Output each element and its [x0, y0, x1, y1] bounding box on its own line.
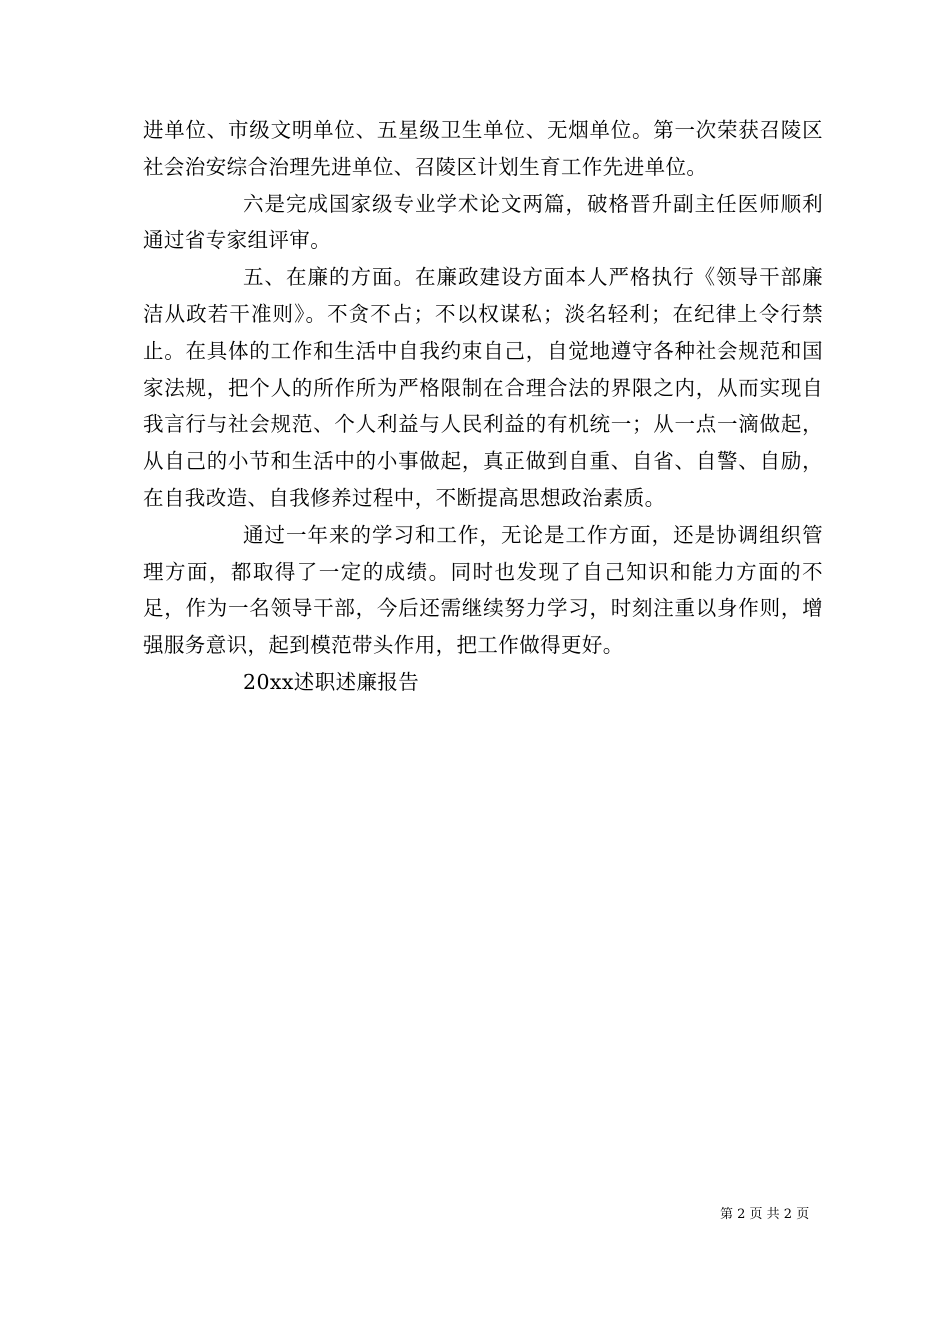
paragraph-integrity: 五、在廉的方面。在廉政建设方面本人严格执行《领导干部廉洁从政若干准则》。不贪不占；不以权谋私；淡名轻利；在纪律上令行禁止。在具体的工作和生活中自我约束自己，自觉地遵守各种社会规范和国家法规，把个人的所作所为严格限制在合理合法的界限之内，从而实现自我言行与社会规范、个人利益与人民利益的有机统一；从一点一滴做起，从自己的小节和生活中的小事做起，真正做到自重、自省、自警、自励，在自我改造、自我修养过程中，不断提高思想政治素质。 — [143, 265, 823, 510]
page-number-footer: 第 2 页 共 2 页 — [720, 1207, 810, 1222]
paragraph-conclusion: 通过一年来的学习和工作，无论是工作方面，还是协调组织管理方面，都取得了一定的成绩。同时也发现了自己知识和能力方面的不足，作为一名领导干部，今后还需继续努力学习，时刻注重以身作则，增强服务意识，起到模范带头作用，把工作做得更好。 — [143, 522, 823, 658]
closing-title: 20xx述职述廉报告 — [243, 669, 420, 694]
paragraph-continuation: 进单位、市级文明单位、五星级卫生单位、无烟单位。第一次荣获召陵区社会治安综合治理先进单位、召陵区计划生育工作先进单位。 — [143, 118, 823, 179]
paragraph-item-six: 六是完成国家级专业学术论文两篇，破格晋升副主任医师顺利通过省专家组评审。 — [143, 191, 823, 253]
document-body — [143, 112, 823, 701]
